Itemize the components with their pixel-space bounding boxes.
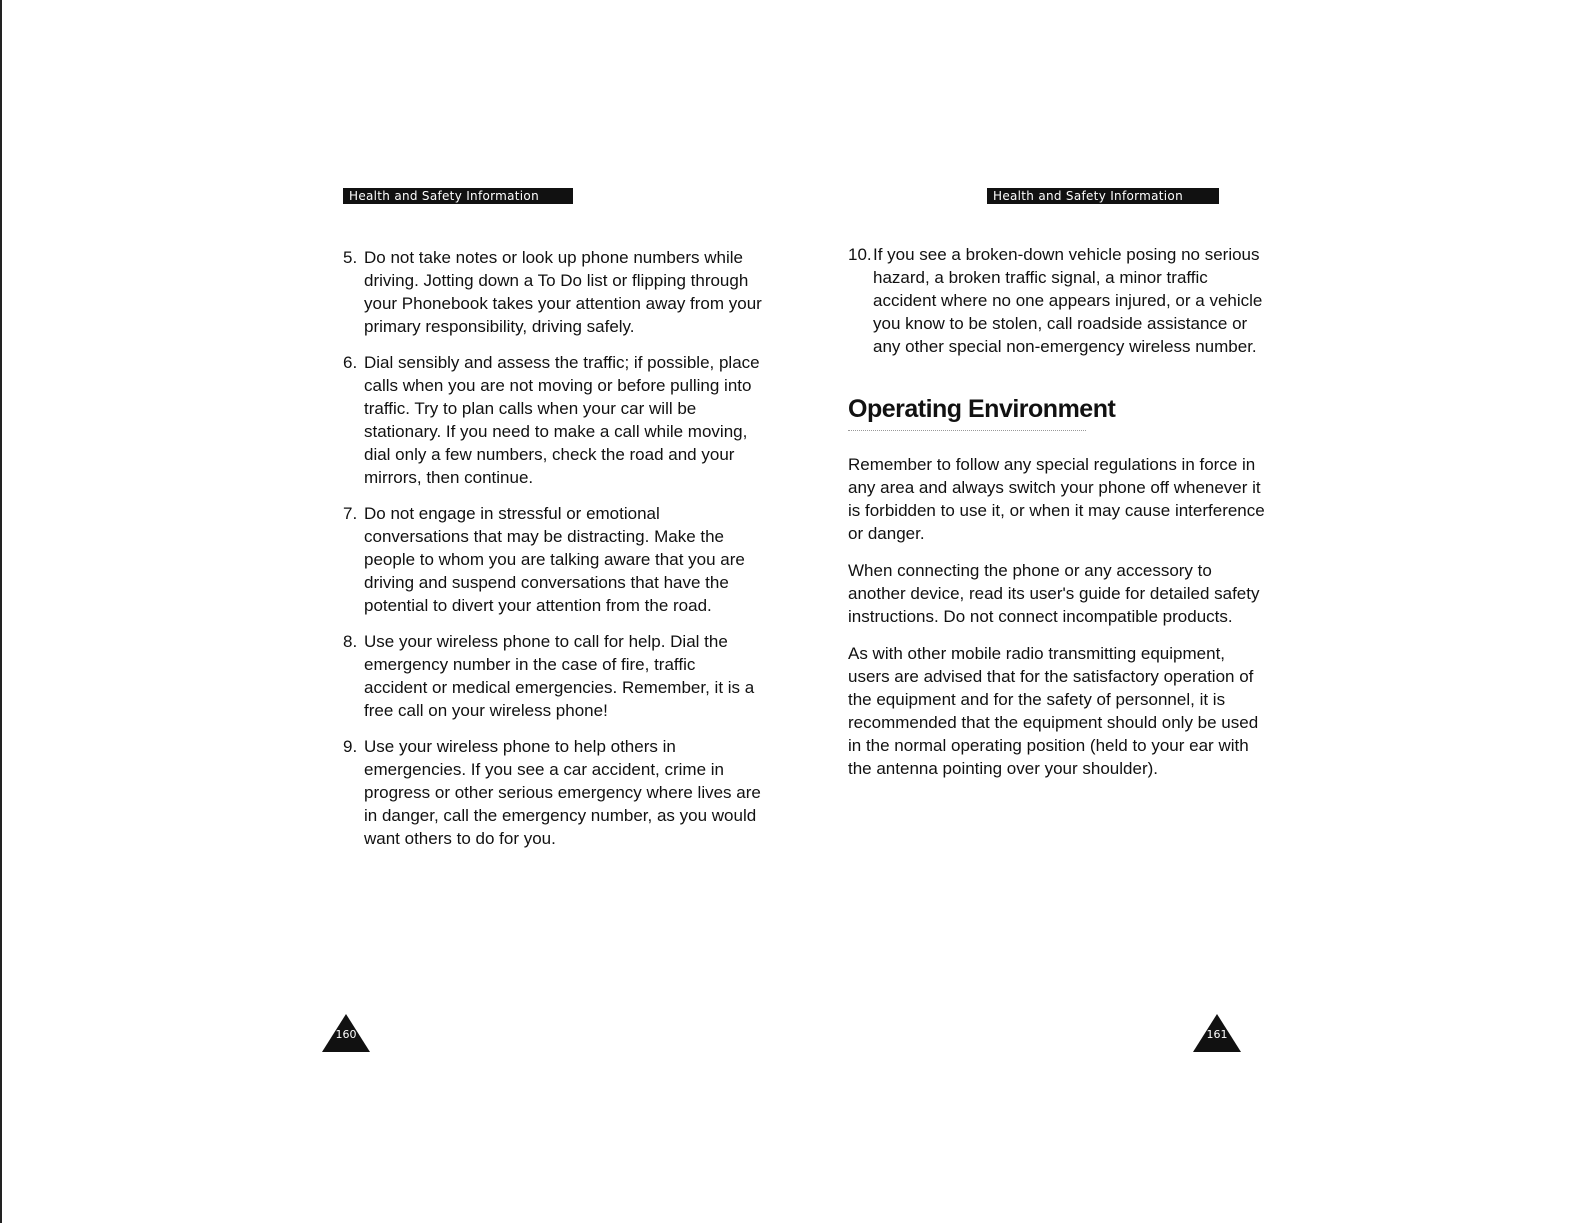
list-item-number: 8. [343,632,358,651]
section-header-right: Health and Safety Information [987,188,1219,204]
list-item [343,630,763,722]
paragraph: When connecting the phone or any accessory to another device, read its user's guide for detailed safety instructions. Do not connect incompatible products. [848,561,1260,626]
list-item-text: If you see a broken-down vehicle posing no serious hazard, a broken traffic signal, a minor traffic accident where no one appears injured, or a vehicle you know to be stolen, call roadside assistance or any other special non-emergency wireless number. [873,245,1263,356]
list-item-text: Dial sensibly and assess the traffic; if possible, place calls when you are not moving or before pulling into traffic. Try to plan calls when your car will be stationary. If you need to make a call while moving, dial only a few numbers, check the road and your mirrors, then continue. [364,353,760,487]
list-item [343,502,763,617]
page-number-marker-left [322,1014,370,1052]
list-item-text: Use your wireless phone to call for help. Dial the emergency number in the case of fire, traffic accident or medical emergencies. Remember, it is a free call on your wireless phone! [364,632,755,720]
list-item-text: Do not take notes or look up phone numbers while driving. Jotting down a To Do list or flipping through your Phonebook takes your attention away from your primary responsibility, driving safely. [364,248,762,336]
page-edge-rule [0,0,2,1223]
list-item-number: 6. [343,353,358,372]
list-item [343,735,763,850]
list-item-number: 5. [343,248,358,267]
list-item-number: 9. [343,737,358,756]
page-number: 160 [335,1028,357,1041]
list-item [848,243,1268,358]
section-header-left: Health and Safety Information [343,188,573,204]
list-item-text: Do not engage in stressful or emotional conversations that may be distracting. Make the people to whom you are talking aware that you are driving and suspend conversations that have the potential to divert your attention from the road. [364,504,745,615]
list-item-number: 10. [848,245,872,264]
list-item [343,351,763,489]
page-number: 161 [1206,1028,1228,1041]
right-page-column [848,243,1268,794]
left-page-column [343,246,763,863]
paragraph: Remember to follow any special regulations in force in any area and always switch your phone off whenever it is forbidden to use it, or when it may cause interference or danger. [848,455,1265,543]
list-item [343,246,763,338]
list-item-text: Use your wireless phone to help others in emergencies. If you see a car accident, crime in progress or other serious emergency where lives are in danger, call the emergency number, as you would want others to do for you. [364,737,761,848]
paragraph: As with other mobile radio transmitting equipment, users are advised that for the satisfactory operation of the equipment and for the safety of personnel, it is recommended that the equipment should only be used in the normal operating position (held to your ear with the antenna pointing over your shoulder). [848,644,1259,778]
section-title: Operating Environment [848,395,1116,423]
page-number-marker-right [1193,1014,1241,1052]
title-underline [848,430,1086,431]
list-item-number: 7. [343,504,358,523]
